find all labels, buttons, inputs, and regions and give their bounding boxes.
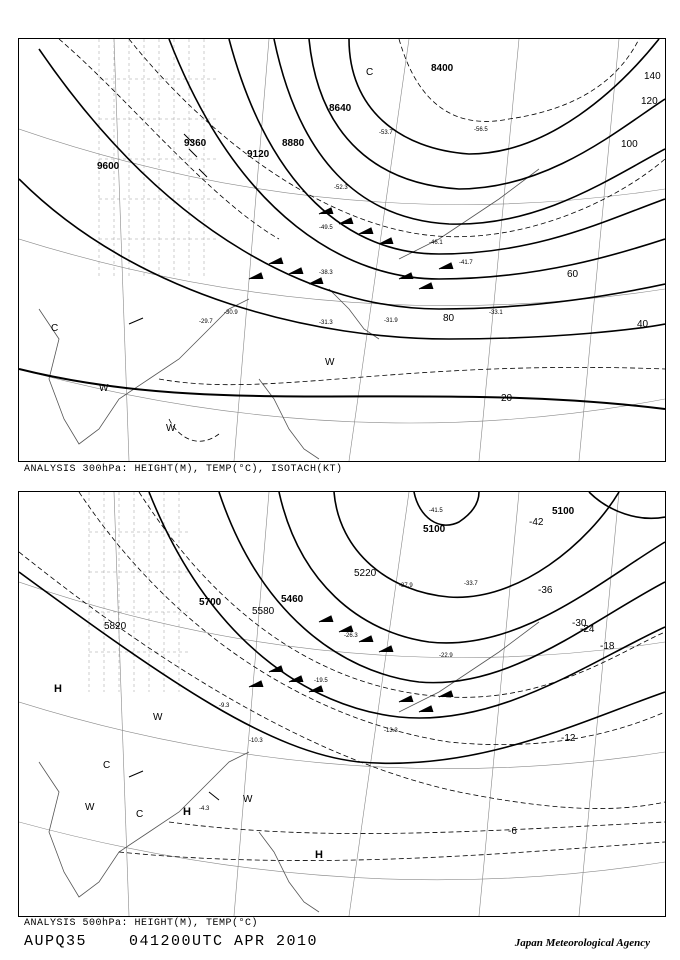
analysis-time: 041200UTC APR 2010 — [129, 933, 319, 950]
center-label: H — [315, 849, 323, 861]
temp-contour-label: -42 — [529, 517, 544, 528]
height-label: 5820 — [104, 621, 127, 632]
height-label: 5220 — [354, 568, 377, 579]
height-label: 9120 — [247, 149, 270, 160]
station-temp: -41.5 — [429, 508, 443, 514]
wind-barbs — [129, 134, 453, 324]
wind-barbs — [129, 616, 453, 800]
temp-contour-labels — [508, 517, 615, 837]
center-label: H — [54, 683, 62, 695]
height-label: 5580 — [252, 606, 275, 617]
temp-label: -56.5 — [474, 127, 488, 133]
isotach-contours — [59, 39, 665, 441]
temp-contour-label: -24 — [580, 624, 595, 635]
station-temp: -26.3 — [344, 633, 358, 639]
isotach-labels — [443, 71, 661, 404]
center-label: W — [153, 712, 163, 723]
upper-chart-300hpa — [18, 38, 666, 462]
temp-label: -52.3 — [334, 185, 348, 191]
station-temp: -4.3 — [199, 806, 210, 812]
station-temp: -37.9 — [399, 583, 413, 589]
center-label: C — [103, 760, 111, 771]
height-label: 8880 — [282, 138, 305, 149]
center-label: W — [99, 383, 109, 394]
station-temp: -22.9 — [439, 653, 453, 659]
hatched-area — [99, 39, 219, 279]
isotach-label: 60 — [567, 269, 579, 280]
temp-label: -29.7 — [199, 319, 213, 325]
height-labels — [97, 63, 454, 172]
isotach-label: 20 — [501, 393, 513, 404]
center-label: C — [136, 809, 144, 820]
chart-identifier — [24, 933, 318, 950]
caption-500hpa: ANALYSIS 500hPa: HEIGHT(M), TEMP(°C) — [24, 918, 259, 929]
map-500hpa-svg — [19, 492, 665, 916]
isotach-label: 80 — [443, 313, 455, 324]
height-label: 9360 — [184, 138, 207, 149]
temp-label: -33.1 — [489, 310, 503, 316]
center-label: W — [243, 794, 253, 805]
center-label: C — [51, 323, 59, 334]
center-label: H — [183, 806, 191, 818]
chart-code: AUPQ35 — [24, 933, 88, 950]
temp-label: -30.9 — [224, 310, 238, 316]
hatched-area — [89, 492, 189, 692]
pressure-centers — [54, 683, 323, 861]
map-300hpa-svg — [19, 39, 665, 461]
isotach-label: 140 — [644, 71, 661, 82]
center-label: W — [85, 802, 95, 813]
temp-label: -31.3 — [319, 320, 333, 326]
height-label: 9600 — [97, 161, 120, 172]
height-label: 5460 — [281, 594, 304, 605]
temp-label: -46.1 — [429, 240, 443, 246]
isotach-label: 120 — [641, 96, 658, 107]
temp-label: -49.5 — [319, 225, 333, 231]
height-label: 8400 — [431, 63, 454, 74]
station-temp: -33.7 — [464, 581, 478, 587]
pressure-centers — [51, 67, 373, 434]
center-label: W — [325, 357, 335, 368]
temp-label: -38.3 — [319, 270, 333, 276]
height-label: 5700 — [199, 597, 222, 608]
isotach-label: 40 — [637, 319, 649, 330]
temp-contour-label: -18 — [600, 641, 615, 652]
station-temp: -9.3 — [219, 703, 230, 709]
temp-label: -53.7 — [379, 130, 393, 136]
temp-label: -41.7 — [459, 260, 473, 266]
height-label: 5100 — [423, 524, 446, 535]
temp-contour-label: -12 — [561, 733, 576, 744]
agency-name: Japan Meteorological Agency — [514, 937, 650, 949]
temp-contour-label: -30 — [572, 618, 587, 629]
lower-chart-500hpa — [18, 491, 666, 917]
station-temp: -13.3 — [384, 728, 398, 734]
isotach-label: 100 — [621, 139, 638, 150]
center-label: C — [366, 67, 374, 78]
station-temp: -10.3 — [249, 738, 263, 744]
height-label: 5100 — [552, 506, 575, 517]
temp-label: -31.9 — [384, 318, 398, 324]
station-temp: -19.5 — [314, 678, 328, 684]
temp-contour-label: -6 — [508, 826, 517, 837]
coastline — [39, 622, 539, 912]
caption-300hpa: ANALYSIS 300hPa: HEIGHT(M), TEMP(°C), ISOTACH(KT) — [24, 464, 343, 475]
station-temps — [199, 508, 478, 812]
temp-contour-label: -36 — [538, 585, 553, 596]
coastline — [39, 169, 539, 459]
height-label: 8640 — [329, 103, 352, 114]
height-labels — [104, 506, 575, 632]
center-label: W — [166, 423, 176, 434]
